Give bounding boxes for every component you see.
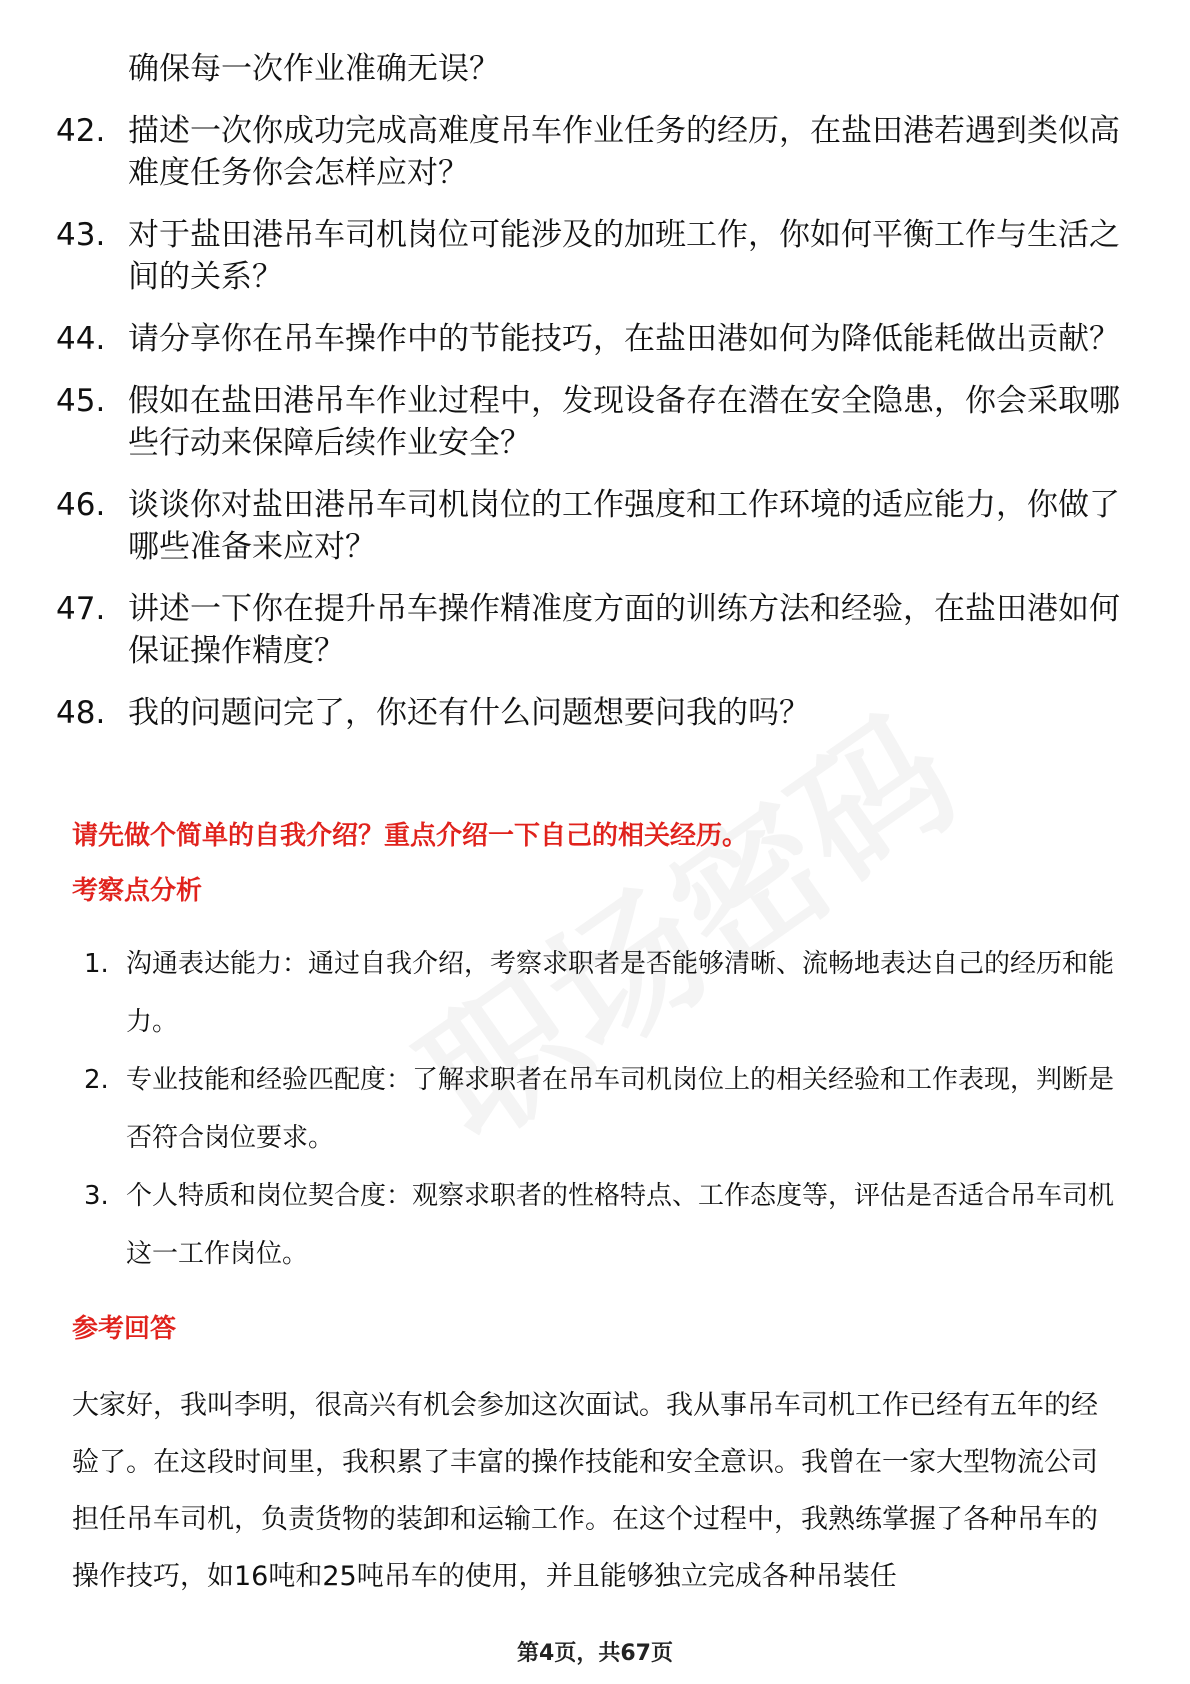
question-list <box>56 48 1126 754</box>
question-number: 42. <box>56 113 106 149</box>
analysis-point <box>84 935 1124 1051</box>
question-text: 讲述一下你在提升吊车操作精准度方面的训练方法和经验，在盐田港如何保证操作精度？ <box>128 591 1120 669</box>
question-item <box>56 692 1126 734</box>
question-item <box>56 380 1126 464</box>
reference-answer-paragraph: 大家好，我叫李明，很高兴有机会参加这次面试。我从事吊车司机工作已经有五年的经验了。在这段时间里，我积累了丰富的操作技能和安全意识。我曾在一家大型物流公司担任吊车司机，负责货物的装卸和运输工作。在这个过程中，我熟练掌握了各种吊车的操作技巧，如16吨和25吨吊车的使用，并且能够独立完成各种吊装任 <box>72 1390 1098 1592</box>
analysis-point-text: 个人特质和岗位契合度：观察求职者的性格特点、工作态度等，评估是否适合吊车司机这一工作岗位。 <box>126 1181 1115 1269</box>
question-text: 对于盐田港吊车司机岗位可能涉及的加班工作，你如何平衡工作与生活之间的关系？ <box>128 217 1120 295</box>
analysis-point <box>84 1167 1124 1283</box>
question-number: 44. <box>56 321 106 357</box>
analysis-point-number: 3. <box>84 1181 109 1211</box>
analysis-point <box>84 1051 1124 1167</box>
question-number: 45. <box>56 383 106 419</box>
analysis-point-text: 沟通表达能力：通过自我介绍，考察求职者是否能够清晰、流畅地表达自己的经历和能力。 <box>126 949 1115 1037</box>
question-number: 43. <box>56 217 106 253</box>
question-item <box>56 318 1126 360</box>
analysis-point-list <box>84 935 1124 1283</box>
question-text: 谈谈你对盐田港吊车司机岗位的工作强度和工作环境的适应能力，你做了哪些准备来应对？ <box>128 487 1120 565</box>
question-text: 我的问题问完了，你还有什么问题想要问我的吗？ <box>128 695 810 731</box>
question-item <box>56 588 1126 672</box>
question-number: 48. <box>56 695 106 731</box>
question-text: 假如在盐田港吊车作业过程中，发现设备存在潜在安全隐患，你会采取哪些行动来保障后续作业安全？ <box>128 383 1120 461</box>
question-item <box>56 214 1126 298</box>
question-text: 请分享你在吊车操作中的节能技巧，在盐田港如何为降低能耗做出贡献？ <box>128 321 1120 357</box>
question-item <box>56 110 1126 194</box>
analysis-point-number: 2. <box>84 1065 109 1095</box>
reference-answer-heading: 参考回答 <box>72 1314 177 1344</box>
question-text: 描述一次你成功完成高难度吊车作业任务的经历，在盐田港若遇到类似高难度任务你会怎样应对？ <box>128 113 1120 191</box>
analysis-point-text: 专业技能和经验匹配度：了解求职者在吊车司机岗位上的相关经验和工作表现，判断是否符合岗位要求。 <box>126 1065 1115 1153</box>
analysis-heading: 考察点分析 <box>72 876 203 906</box>
analysis-point-number: 1. <box>84 949 109 979</box>
question-continuation: 确保每一次作业准确无误？ <box>128 51 500 87</box>
question-number: 46. <box>56 487 106 523</box>
page-footer: 第4页，共67页 <box>517 1641 673 1666</box>
intro-question-heading: 请先做个简单的自我介绍？重点介绍一下自己的相关经历。 <box>72 821 749 851</box>
question-item <box>56 484 1126 568</box>
question-number: 47. <box>56 591 106 627</box>
